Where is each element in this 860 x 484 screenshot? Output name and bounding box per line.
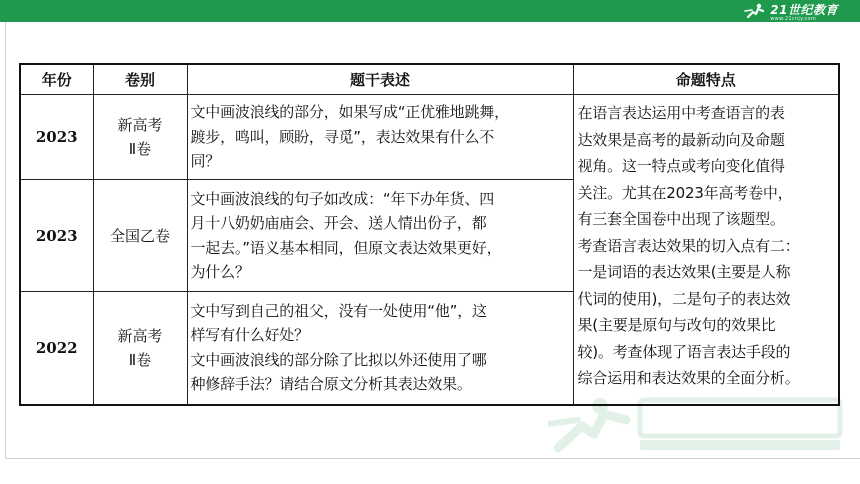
header-paper: 卷别 [93, 64, 187, 95]
stem-line: 踱步，鸣叫，顾盼，寻觅”，表达效果有什么不 [190, 127, 495, 146]
stem-line: 月十八奶奶庙庙会、开会、送人情出份子，都 [190, 214, 487, 232]
stem-cell [187, 180, 573, 292]
stem-line: 文中画波浪线的部分除了比拟以外还使用了哪 [190, 350, 487, 369]
feature-line: 一是词语的表达效果(主要是人称 [577, 263, 791, 281]
stem-line: 一起去。”语义基本相同，但原文表达效果更好， [190, 238, 502, 257]
paper-cell [93, 292, 187, 405]
brand-logo [744, 2, 838, 20]
stem-line: 为什么？ [190, 263, 250, 281]
stem-line: 种修辞手法？请结合原文分析其表达效果。 [190, 375, 472, 394]
runner-logo-icon [744, 3, 766, 19]
feature-line: 视角。这一特点或考向变化值得 [577, 157, 785, 175]
paper-cell [93, 95, 187, 180]
year-cell: 2022 [20, 292, 93, 405]
paper-line: 新高考 [117, 116, 163, 134]
year-cell: 2023 [20, 180, 93, 292]
stem-line: 文中画波浪线的句子如改成：“年下办年货、四 [190, 189, 495, 208]
stem-line: 文中写到自己的祖父，没有一处使用“他”，这 [190, 301, 487, 320]
exam-question-table [19, 63, 840, 406]
bottom-divider [5, 458, 860, 459]
stem-cell [187, 292, 573, 405]
feature-line: 综合运用和表达效果的全面分析。 [577, 369, 800, 387]
header-bar [0, 0, 860, 22]
feature-line: 代词的使用)，二是句子的表达效 [577, 289, 791, 308]
paper-cell [93, 180, 187, 292]
stem-line: 文中画波浪线的部分，如果写成“正优雅地跳舞， [190, 103, 509, 122]
year-cell: 2023 [20, 95, 93, 180]
feature-line: 考查语言表达效果的切入点有二： [577, 236, 800, 255]
feature-line: 有三套全国卷中出现了该题型。 [577, 210, 785, 228]
table-header-row [20, 64, 839, 95]
stem-cell [187, 95, 573, 180]
feature-line: 达效果是高考的最新动向及命题 [577, 130, 785, 149]
paper-line: Ⅱ卷 [128, 350, 152, 369]
paper-line: 新高考 [117, 326, 163, 345]
header-stem: 题干表述 [187, 64, 573, 95]
left-divider [5, 22, 6, 458]
stem-line: 同？ [190, 152, 221, 171]
feature-cell [573, 95, 839, 405]
paper-line: Ⅱ卷 [128, 140, 152, 158]
stem-line: 样写有什么好处？ [190, 326, 309, 345]
feature-line: 果(主要是原句与改句的效果比 [577, 316, 776, 334]
feature-line: 关注。尤其在2023年高考卷中， [577, 183, 793, 202]
logo-subtext: www.21cnjy.com [770, 15, 817, 22]
paper-line: 全国乙卷 [109, 226, 170, 245]
header-year: 年份 [20, 64, 93, 95]
logo-text: 21世纪教育 www.21cnjy.com [770, 2, 838, 22]
feature-line: 在语言表达运用中考查语言的表 [577, 104, 785, 122]
table-row [20, 95, 839, 180]
feature-line: 较)。考查体现了语言表达手段的 [577, 342, 791, 361]
header-feature: 命题特点 [573, 64, 839, 95]
